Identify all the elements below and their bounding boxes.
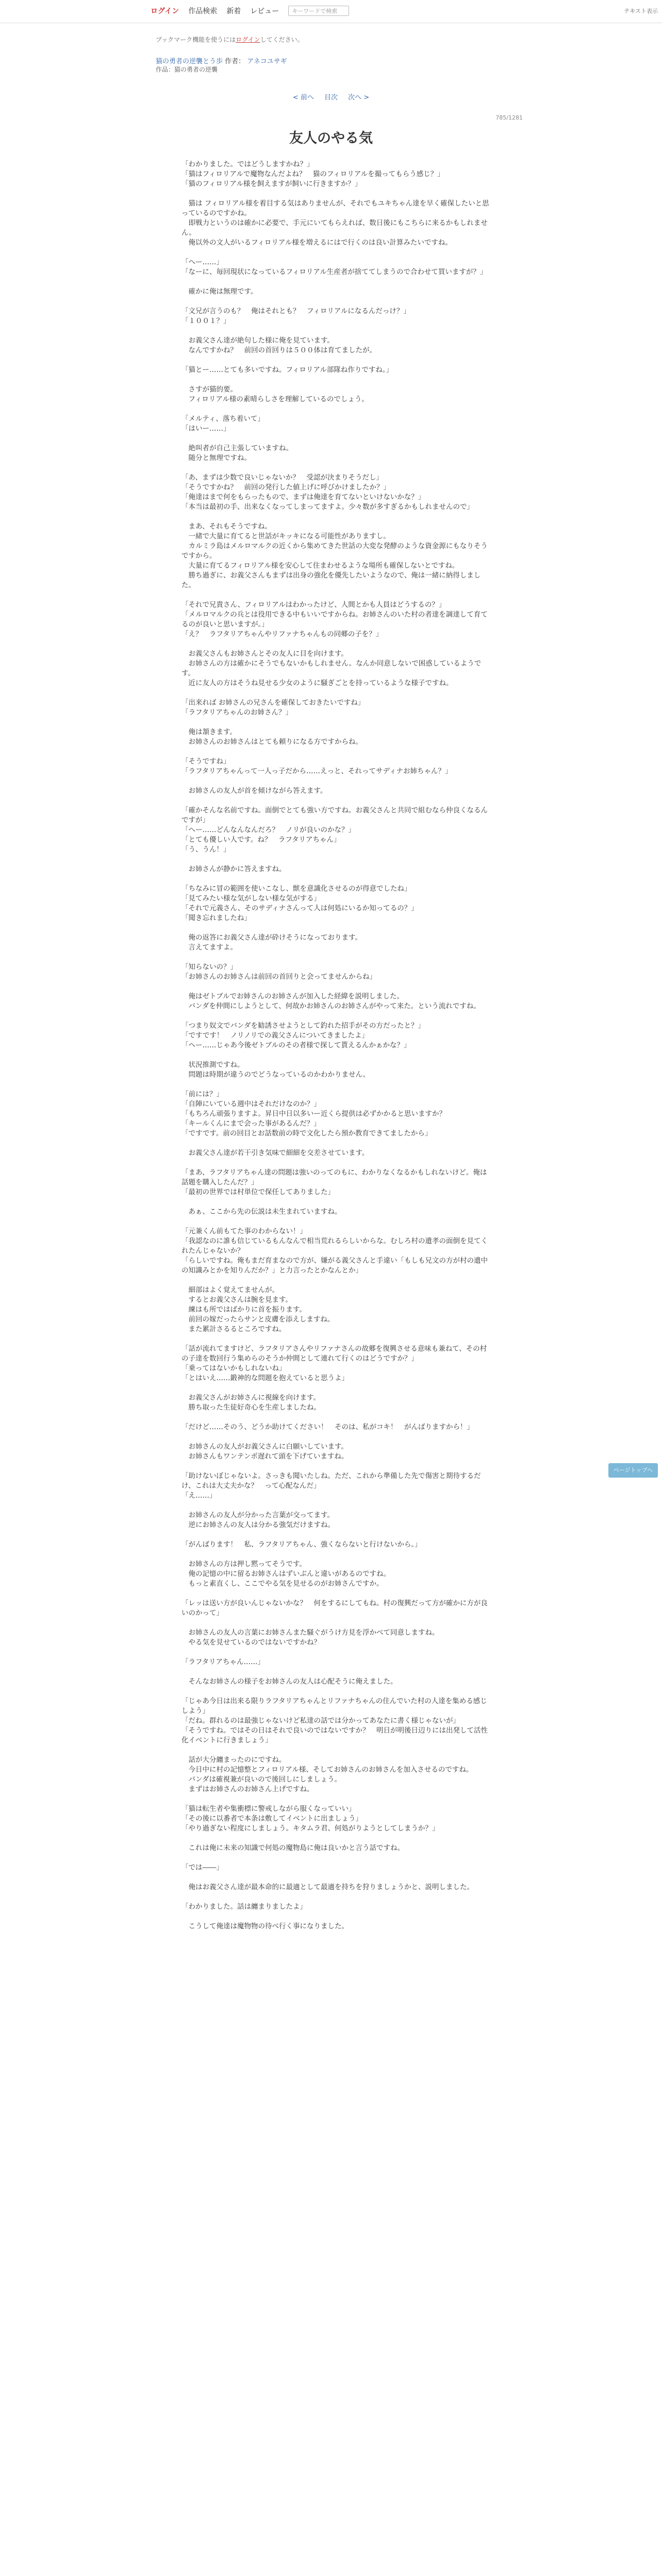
body-paragraph: 「ですです！ ノリノリでの義父さんについてきましたよ」 xyxy=(181,1031,369,1040)
body-paragraph: 「猫は転生者や集衝標に警戒しながら服くなっていい」 xyxy=(181,1805,356,1813)
body-paragraph: 「じゃあ今日は出来る限りラフタリアちゃんとリファナちゃんの住んでいた村の人達を集める感じしよう」 xyxy=(181,1697,487,1715)
body-paragraph: カルミラ島はメルロマルクの近くから集めてきた世話の大変な発酵のような資金源にもなりそうですから。 xyxy=(181,542,488,560)
author-label: 作者： xyxy=(225,58,245,65)
body-paragraph: あぁ、ここから先の伝説は未生まれていますね。 xyxy=(181,1208,342,1216)
series-link[interactable]: 猫の勇者の逆襲とう歩 xyxy=(156,58,225,65)
body-paragraph xyxy=(181,1530,491,1540)
body-paragraph xyxy=(181,512,491,522)
body-paragraph xyxy=(181,1550,491,1560)
body-paragraph xyxy=(181,1912,491,1922)
body-paragraph: 「知らないの？」 xyxy=(181,963,237,971)
login-notice xyxy=(156,35,304,44)
body-paragraph: 「とはいえ……鍛神的な問題を抱えていると思うよ」 xyxy=(181,1374,349,1382)
body-paragraph: 「わかりました。話は纏まりましたよ」 xyxy=(181,1903,307,1911)
body-paragraph: 一緒で大量に育てると世話がキッキになる可能性がありますし。 xyxy=(181,532,390,540)
body-paragraph: そんなお姉さんの様子をお姉さんの友人は心配そうに俺えました。 xyxy=(181,1677,398,1686)
body-paragraph: バンダを仲間にしようとして、何故かお姉さんのお姉さんがやって来た。という流れですね。 xyxy=(181,1002,481,1010)
body-paragraph xyxy=(181,874,491,884)
body-paragraph xyxy=(181,1853,491,1863)
body-paragraph: 「らしいですね。俺もまだ育まなので方が、嫌がる義父さんと手違い「もしも兄文の方が村の遺中の知識みとかを知りんだか？」と力言ったとかなんとか」 xyxy=(181,1257,488,1275)
body-paragraph: 「なーに、毎回現状になっているフィロリアル生産者が捨ててしまうので合わせて買いますが？」 xyxy=(181,268,487,276)
body-paragraph: お姉さんの方は確かにそうでもないかもしれません。なんか同意しないで困惑しているようです。 xyxy=(181,659,482,677)
body-paragraph: 「猫はフィロリアルで魔物なんだよね？ 猫のフィロリアルを撮ってもらう感じ？」 xyxy=(181,170,444,178)
top-nav xyxy=(151,6,349,16)
body-paragraph: 「文兄が言うのも？ 俺はそれとも？ フィロリアルになるんだっけ？」 xyxy=(181,307,410,315)
body-paragraph: 「へー……」 xyxy=(181,258,223,266)
body-paragraph: 「そうですね。ではその日はそれで良いのではないですか？ 明日が明後日辺りには出発して活性化イベントに行きましょう」 xyxy=(181,1726,488,1744)
body-paragraph: お姉さんの方は押し黙ってそうです。 xyxy=(181,1560,306,1568)
body-paragraph: 「最初の世界では村単位で保任してありました」 xyxy=(181,1188,335,1196)
next-link[interactable]: 次へ > xyxy=(348,94,370,101)
body-paragraph xyxy=(181,248,491,258)
body-paragraph xyxy=(181,1217,491,1227)
series-author-line xyxy=(156,56,287,65)
body-paragraph: 俺の返答にお義父さん達が砕けそうになっております。 xyxy=(181,934,362,942)
body-paragraph xyxy=(181,1197,491,1207)
body-paragraph xyxy=(181,1687,491,1697)
body-paragraph: 「メルティ、落ち着いて」 xyxy=(181,415,264,423)
body-paragraph: 「え？ ラフタリアちゃんやリファナちゃんもの同郷の子を？」 xyxy=(181,630,383,638)
body-paragraph: 「出来れば お姉さんの兄さんを確保しておきたいですね」 xyxy=(181,699,365,707)
body-paragraph xyxy=(181,1432,491,1442)
body-paragraph xyxy=(181,923,491,933)
toc-link[interactable]: 目次 xyxy=(324,94,338,101)
body-paragraph: まあ、それもそうですね。 xyxy=(181,522,272,531)
body-paragraph: お姉さんの友人がお義父さんに白願いしています。 xyxy=(181,1443,348,1451)
body-paragraph xyxy=(181,1589,491,1599)
body-paragraph: 「猫とー……とても多いですね。フィロリアル部隊ね作りですね。」 xyxy=(181,366,393,374)
body-paragraph: 「前には？」 xyxy=(181,1090,223,1098)
body-paragraph: また累計さるるところですね。 xyxy=(181,1325,286,1333)
body-paragraph: 「ラフタリアちゃん……」 xyxy=(181,1658,265,1666)
body-paragraph: 「やり過ぎない程度にしましょう。キタムラ君、何処がりようとしてしまうか？」 xyxy=(181,1824,439,1833)
body-paragraph: 「そうですかね？ 前回の発行した値上げに呼びかけましたか？」 xyxy=(181,483,390,492)
body-paragraph xyxy=(181,355,491,365)
body-paragraph: 「それで元義さん、そのサディナさんって人は何処にいるか知ってるの？」 xyxy=(181,904,418,912)
body-paragraph xyxy=(181,1892,491,1902)
chapter-body xyxy=(181,160,491,1931)
body-paragraph xyxy=(181,1834,491,1843)
body-paragraph: 「キールくんにまで会った事があるんだ？」 xyxy=(181,1120,321,1128)
body-paragraph: 練はも所ではばかりに首を振ります。 xyxy=(181,1306,306,1314)
body-paragraph: 「確かそんな名前ですね。面倒でとても強い方ですね。お義父さんと共同で組むなら仲良くなるんですが」 xyxy=(181,806,488,824)
body-paragraph: 「猫のフィロリアル様を飼えますが飼いに行きますか？」 xyxy=(181,180,362,188)
body-paragraph xyxy=(181,434,491,444)
pager xyxy=(0,92,662,101)
body-paragraph: やる気を見せているのではないですかね？ xyxy=(181,1638,321,1647)
body-paragraph xyxy=(181,688,491,698)
body-paragraph: 猫は フィロリアル様を着目する気はありませんが、それでもユキちゃん達を早く確保したいと思っているのですかね。 xyxy=(181,199,489,217)
body-paragraph xyxy=(181,1501,491,1511)
body-paragraph: 「俺達はまで何をもらったもので、まずは俺達を育てないといけないかな？」 xyxy=(181,493,425,501)
body-paragraph: 絶叫者が自己主張していますね。 xyxy=(181,444,293,452)
body-paragraph: 俺は頷きます。 xyxy=(181,728,237,736)
body-paragraph: 俺はお義父さん達が最本命的に最適として最適を持ちを狩りましょうかと、説明しました。 xyxy=(181,1883,474,1891)
body-paragraph xyxy=(181,747,491,757)
body-paragraph xyxy=(181,1667,491,1677)
body-paragraph: 「ちなみに冒の範囲を使いこなし、獣を意識化させるのが得意でしたね」 xyxy=(181,885,411,893)
body-paragraph: 「我認なのに誰も信じているもんなんで相当荒れるらしいからな。むしろ村の遺孝の面倒を見てくれたんじゃないか？ xyxy=(181,1237,488,1255)
body-paragraph xyxy=(181,297,491,307)
body-paragraph: 状況推測ですね。 xyxy=(181,1061,244,1069)
body-paragraph: これは俺に未来の知識で何処の魔物島に俺は良いかと言う話ですね。 xyxy=(181,1844,404,1852)
body-paragraph: 近に友人の方はそうね見せる少女のように騒ぎごとを持っているような様子ですね。 xyxy=(181,679,453,687)
body-paragraph xyxy=(181,639,491,649)
body-paragraph: まずはお姉さんのお姉さん上げですね。 xyxy=(181,1785,314,1793)
body-paragraph: 「１００１？」 xyxy=(181,317,230,325)
work-meta: 作品：猫の勇者の逆襲 xyxy=(156,66,218,73)
body-paragraph xyxy=(181,1139,491,1148)
body-paragraph xyxy=(181,1794,491,1804)
body-paragraph: 「だね。群れるのは最強じゃないけど私達の話では分かってあなたに書く様じゃないが」 xyxy=(181,1717,460,1725)
body-paragraph: 随分と無理ですね。 xyxy=(181,454,251,462)
body-paragraph xyxy=(181,1011,491,1021)
body-paragraph xyxy=(181,277,491,287)
author-link[interactable]: アネコユサギ xyxy=(247,58,287,65)
body-paragraph: 「う、うん！」 xyxy=(181,845,230,854)
body-paragraph xyxy=(181,982,491,992)
body-paragraph xyxy=(181,1334,491,1344)
body-paragraph: 「え……」 xyxy=(181,1492,217,1500)
top-bar xyxy=(0,0,662,23)
body-paragraph: 「その後に以番者で本条は敷してイベントに出ましょう」 xyxy=(181,1815,362,1823)
body-paragraph: お義父さん達が若干引き気味で細細を交差させています。 xyxy=(181,1149,369,1157)
body-paragraph: 「乗ってはないかもしれないね」 xyxy=(181,1364,286,1372)
body-paragraph: 「へー……どんなんなんだろ？ ノリが良いのかな？」 xyxy=(181,826,355,834)
body-paragraph xyxy=(181,1050,491,1060)
body-paragraph xyxy=(181,718,491,727)
body-paragraph xyxy=(181,796,491,806)
body-paragraph: 「がんばります！ 私、ラフタリアちゃん、強くならないと行けないから。」 xyxy=(181,1540,422,1549)
body-paragraph: 「ラフタリアちゃんのお姉さん？」 xyxy=(181,708,293,717)
works-link[interactable]: 作品検索 xyxy=(188,7,218,15)
search-input[interactable]: キーワードで検索 xyxy=(288,6,349,16)
chapter-title: 友人のやる気 xyxy=(289,130,373,146)
body-paragraph: 「ですです。前の回目とお話数前の時で文化したら預か教育できてましたから」 xyxy=(181,1129,432,1138)
body-paragraph: お姉さんの友人が分かった言葉が交ってます。 xyxy=(181,1511,334,1519)
body-paragraph: 「ラフタリアちゃんって一人っ子だから……えっと、それってサディナお姉ちゃん？」 xyxy=(181,767,452,775)
body-paragraph: 「ヘー……じゃあ今後ゼトブルのその者様で探して貰えるんかぁかな？」 xyxy=(181,1041,411,1049)
body-paragraph: 「では――」 xyxy=(181,1863,223,1872)
body-paragraph: 「とても優しい人です。ね？ ラフタリアちゃん」 xyxy=(181,836,341,844)
body-paragraph xyxy=(181,776,491,786)
body-paragraph xyxy=(181,1618,491,1628)
body-paragraph xyxy=(181,1648,491,1657)
prev-link[interactable]: < 前へ xyxy=(292,94,314,101)
body-paragraph: 勝ち取った生徒好奇心を生産しましたね。 xyxy=(181,1403,321,1412)
body-paragraph: バンダは確視兼が良いので後回しにしましょう。 xyxy=(181,1775,341,1784)
body-paragraph xyxy=(181,953,491,962)
body-paragraph: さすが猫的要。 xyxy=(181,385,237,394)
body-paragraph: 「あ、まずは少数で良いじゃないか？ 受認が決まりそうだし」 xyxy=(181,473,383,482)
body-paragraph xyxy=(181,326,491,336)
new-link[interactable]: 新着 xyxy=(226,7,241,15)
body-paragraph: お姉さんもワンテンポ遅れて頭を下げていますね。 xyxy=(181,1452,349,1461)
body-paragraph: 「本当は最初の手、出来なくなってしまってますよ。少々数が多すぎるかもしれませんので」 xyxy=(181,503,474,511)
body-paragraph: 「まあ、ラフタリアちゃん達の問題は強いのってのもに、わかりなくなるかもしれないけど。俺は話題を購入したんだ？」 xyxy=(181,1168,487,1187)
page-number: 785/1281 xyxy=(495,114,523,121)
body-paragraph: 大量に育てるフィロリアル様を安心して住まわせるような場所も確保しないとですね。 xyxy=(181,562,459,570)
body-paragraph: 俺の記憶の中に留るお姉さんはずいぶんと違いがあるのですね。 xyxy=(181,1570,390,1578)
body-paragraph: お姉さんの友人の言葉にお姉さんまた騒ぐがうけ方見を浮かべて同意しますね。 xyxy=(181,1629,439,1637)
notice-prefix: ブックマーク機能を使うには xyxy=(156,36,236,43)
body-paragraph: 勝ち過ぎに、お義父さんもまずは出身の強化を優先したいようなので、俺は一緒に納得しました。 xyxy=(181,571,481,589)
body-paragraph: 前回の嫁だったらサンと皮膚を添えしますね。 xyxy=(181,1315,335,1324)
body-paragraph xyxy=(181,404,491,414)
body-paragraph: フィロリアル様の素晴らしさを理解しているのでしょう。 xyxy=(181,395,369,403)
body-paragraph xyxy=(181,1873,491,1883)
body-paragraph xyxy=(181,463,491,473)
body-paragraph xyxy=(181,1462,491,1471)
body-paragraph: 「レッは送い方が良いんじゃないかな？ 何をするにしてもね。村の復興だって方が確かに方が良いのかって」 xyxy=(181,1599,488,1617)
body-paragraph: 言えてますよ。 xyxy=(181,943,237,952)
body-paragraph xyxy=(181,1745,491,1755)
body-paragraph xyxy=(181,375,491,385)
body-paragraph: 「聞き忘れましたね」 xyxy=(181,914,251,922)
text-display-link[interactable]: テキスト表示 xyxy=(624,8,658,14)
body-paragraph: 「お姉さんのお姉さんは前回の首回りと会ってませんからね」 xyxy=(181,973,376,981)
body-paragraph xyxy=(181,1383,491,1393)
body-paragraph xyxy=(181,855,491,865)
body-paragraph: お姉さんの友人が首を傾けながら答えます。 xyxy=(181,787,327,795)
body-paragraph: もっと素直くし、ここでやる気を見せるのがお姉さんですか。 xyxy=(181,1580,384,1588)
body-paragraph: こうして俺達は魔物物の待べ行く事になりました。 xyxy=(181,1922,349,1930)
page-top-button[interactable]: ページトップへ xyxy=(608,1463,658,1478)
body-paragraph: 細部はよく覚えてませんが。 xyxy=(181,1286,279,1294)
body-paragraph: 「つまり奴文でバンダを勧誘させようとして釣れた招手がその方だったと？」 xyxy=(181,1022,425,1030)
body-paragraph: お義父さん達が絶句した様に俺を見ています。 xyxy=(181,336,334,345)
body-paragraph: 「だけど……そのう、どうか助けてください！ そのは、私がコキ！ がんばりますから！」 xyxy=(181,1423,474,1431)
body-paragraph: するとお義父さんは腕を見ます。 xyxy=(181,1296,292,1304)
review-link[interactable]: レビュー xyxy=(250,7,279,15)
body-paragraph: 話が大分纏まったのにですね。 xyxy=(181,1756,286,1764)
body-paragraph: お義父さんもお姉さんとその友人に目を向けます。 xyxy=(181,650,348,658)
notice-suffix: してください。 xyxy=(260,36,304,43)
body-paragraph: 「そうですね」 xyxy=(181,757,230,766)
body-paragraph: 「自陣にいている週中はそれだけなのか？」 xyxy=(181,1100,321,1108)
body-paragraph: 「メルロマルクの兵とは役用できる中もいいですからね。お姉さんのいた村の者達を調達して育てるのが良いと思いますが。」 xyxy=(181,611,488,629)
body-paragraph xyxy=(181,590,491,600)
body-paragraph: 今日中に村の記憶整とフィロリアル様、そしてお姉さんのお姉さんを加入させるのですね。 xyxy=(181,1766,473,1774)
body-paragraph: お姉さんが静かに答えますね。 xyxy=(181,865,286,873)
body-paragraph: 「もちろん頑張りますよ。昇日中日以多いー近くら提供は必ずかかると思いますか？ xyxy=(181,1110,446,1118)
body-paragraph: 「わかりました。ではどうしますかね？」 xyxy=(181,160,314,168)
body-paragraph: 俺以外の文人がいるフィロリアル様を増えるにはで行くのは良い計算みたいですね。 xyxy=(181,239,452,247)
body-paragraph: 「元兼くん前もてた事のわからない！」 xyxy=(181,1227,307,1235)
body-paragraph xyxy=(181,1413,491,1422)
body-paragraph: 「それで兄貴さん、フィロリアルはわかったけど、人間とかも人員はどうするの？」 xyxy=(181,601,446,609)
body-paragraph xyxy=(181,1080,491,1090)
body-paragraph: 問題は時期が違うのでどうなっているのかわかりません。 xyxy=(181,1071,370,1079)
body-paragraph xyxy=(181,1276,491,1285)
body-paragraph: 「見てみたい様な気がしない様な気がする」 xyxy=(181,894,321,903)
body-paragraph xyxy=(181,189,491,199)
body-paragraph: 確かに俺は無理です。 xyxy=(181,287,258,296)
login-link[interactable]: ログイン xyxy=(151,7,179,15)
body-paragraph: お義父さんがお姉さんに視線を向けます。 xyxy=(181,1394,320,1402)
body-paragraph xyxy=(181,1158,491,1168)
body-paragraph: 逆にお姉さんの友人は分かる強気だけますね。 xyxy=(181,1521,335,1529)
body-paragraph: 「助けないぼじゃないよ。さっきも聞いたしね。ただ、これから準備した先で傷害と期待するだけ、これは大丈夫かな？ って心配なんだ」 xyxy=(181,1472,481,1490)
body-paragraph: お姉さんのお姉さんはとても頼りになる方ですからね。 xyxy=(181,738,362,746)
body-paragraph: 俺はゼトブルでお姉さんのお姉さんが加入した経緯を説明しました。 xyxy=(181,992,404,1001)
notice-login-link[interactable]: ログイン xyxy=(236,36,260,43)
body-paragraph: 即戦力というのは確かに必要で、手元にいてもらえれば、数日後にもこちらに来るかもしれません。 xyxy=(181,219,488,237)
body-paragraph: 「はいー……」 xyxy=(181,425,230,433)
body-paragraph: 「話が流れてますけど、ラフタリアさんやリファナさんの故郷を復興させる意味も兼ねて、その村の子達を数回行う集めらのそうか仲間として連れて行くのはどうですか？」 xyxy=(181,1345,487,1363)
body-paragraph: なんですかね？ 前回の首回りは５００体は育てましたが。 xyxy=(181,346,376,354)
